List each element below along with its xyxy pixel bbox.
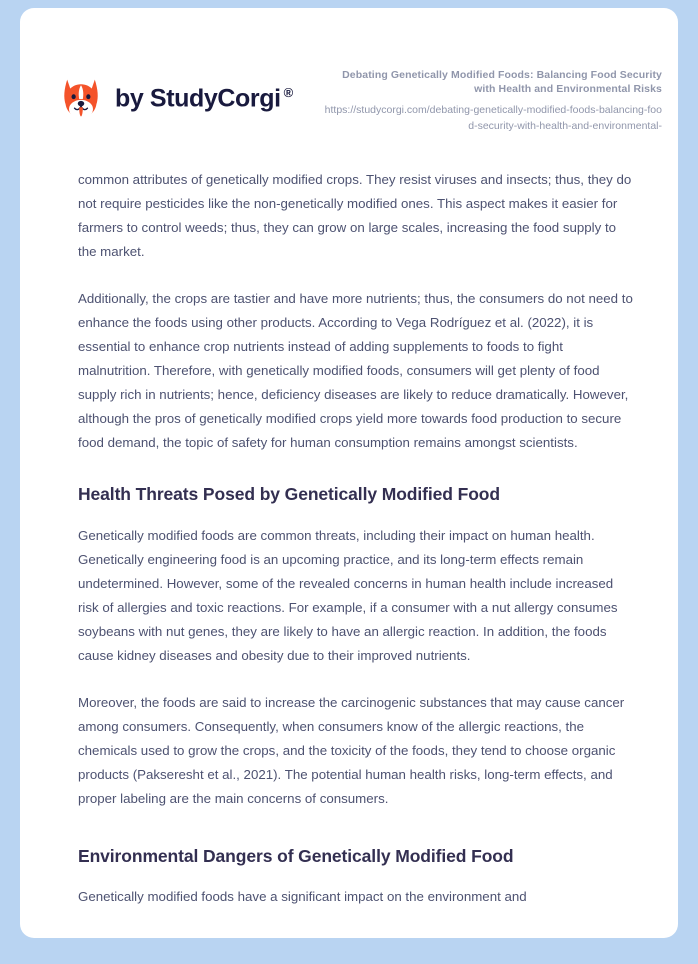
body-paragraph: Additionally, the crops are tastier and have more nutrients; thus, the consumers do not need to enhance the foods using other products. According to Vega Rodríguez et al. (2022), it is essential to enhance crop nutrients instead of adding supplements to foods to fight malnutrition. Therefore, with genetically modified foods, consumers will get plenty of food supply rich in nutrients; hence, deficiency diseases are likely to reduce dramatically. However, although the pros of genetically modified crops yield more towards food production to secure food demand, the topic of safety for human consumption remains amongst scientists. — [78, 290, 633, 450]
body-paragraph: Genetically modified foods are common threats, including their impact on human health. Genetically engineering food is an upcoming practice, and its long-term effects remain undetermined. However, some of the revealed concerns in human health include increased risk of allergies and toxic reactions. For example, if a consumer with a nut allergy consumes soybeans with nut genes, they are likely to have an allergic reaction. In addition, the foods cause kidney diseases and obesity due to their improved nutrients. — [78, 527, 618, 663]
body-paragraph: Genetically modified foods have a significant impact on the environment and — [78, 889, 527, 905]
header-meta — [322, 64, 662, 134]
brand-logo-lockup — [58, 64, 293, 122]
document-url: https://studycorgi.com/debating-genetically-modified-foods-balancing-food-security-with-health-and-environmental- — [324, 104, 662, 132]
corgi-head-icon — [58, 76, 104, 122]
document-title: Debating Genetically Modified Foods: Balancing Food Security with Health and Environmental Risks — [342, 69, 662, 96]
body-paragraph: Moreover, the foods are said to increase the carcinogenic substances that may cause cancer among consumers. Consequently, when consumers know of the allergic reactions, the chemicals used to grow the crops, and the toxicity of the foods, they tend to choose organic products (Pakseresht et al., 2021). The potential human health risks, long-term effects, and proper labeling are the main concerns of consumers. — [78, 694, 625, 806]
document-content — [20, 168, 678, 910]
document-header — [20, 8, 678, 134]
section-heading: Health Threats Posed by Genetically Modified Food — [78, 483, 500, 504]
section-heading: Environmental Dangers of Genetically Modified Food — [78, 845, 514, 866]
brand-wordmark-text: by StudyCorgi — [115, 84, 281, 113]
body-paragraph: common attributes of genetically modified crops. They resist viruses and insects; thus, they do not require pesticides like the non-genetically modified ones. This aspect makes it easier for farmers to control weeds; thus, they can grow on large scales, increasing the food supply to the market. — [78, 171, 632, 259]
brand-wordmark — [115, 86, 293, 111]
registered-trademark-icon: ® — [283, 85, 293, 101]
document-page — [20, 8, 678, 938]
